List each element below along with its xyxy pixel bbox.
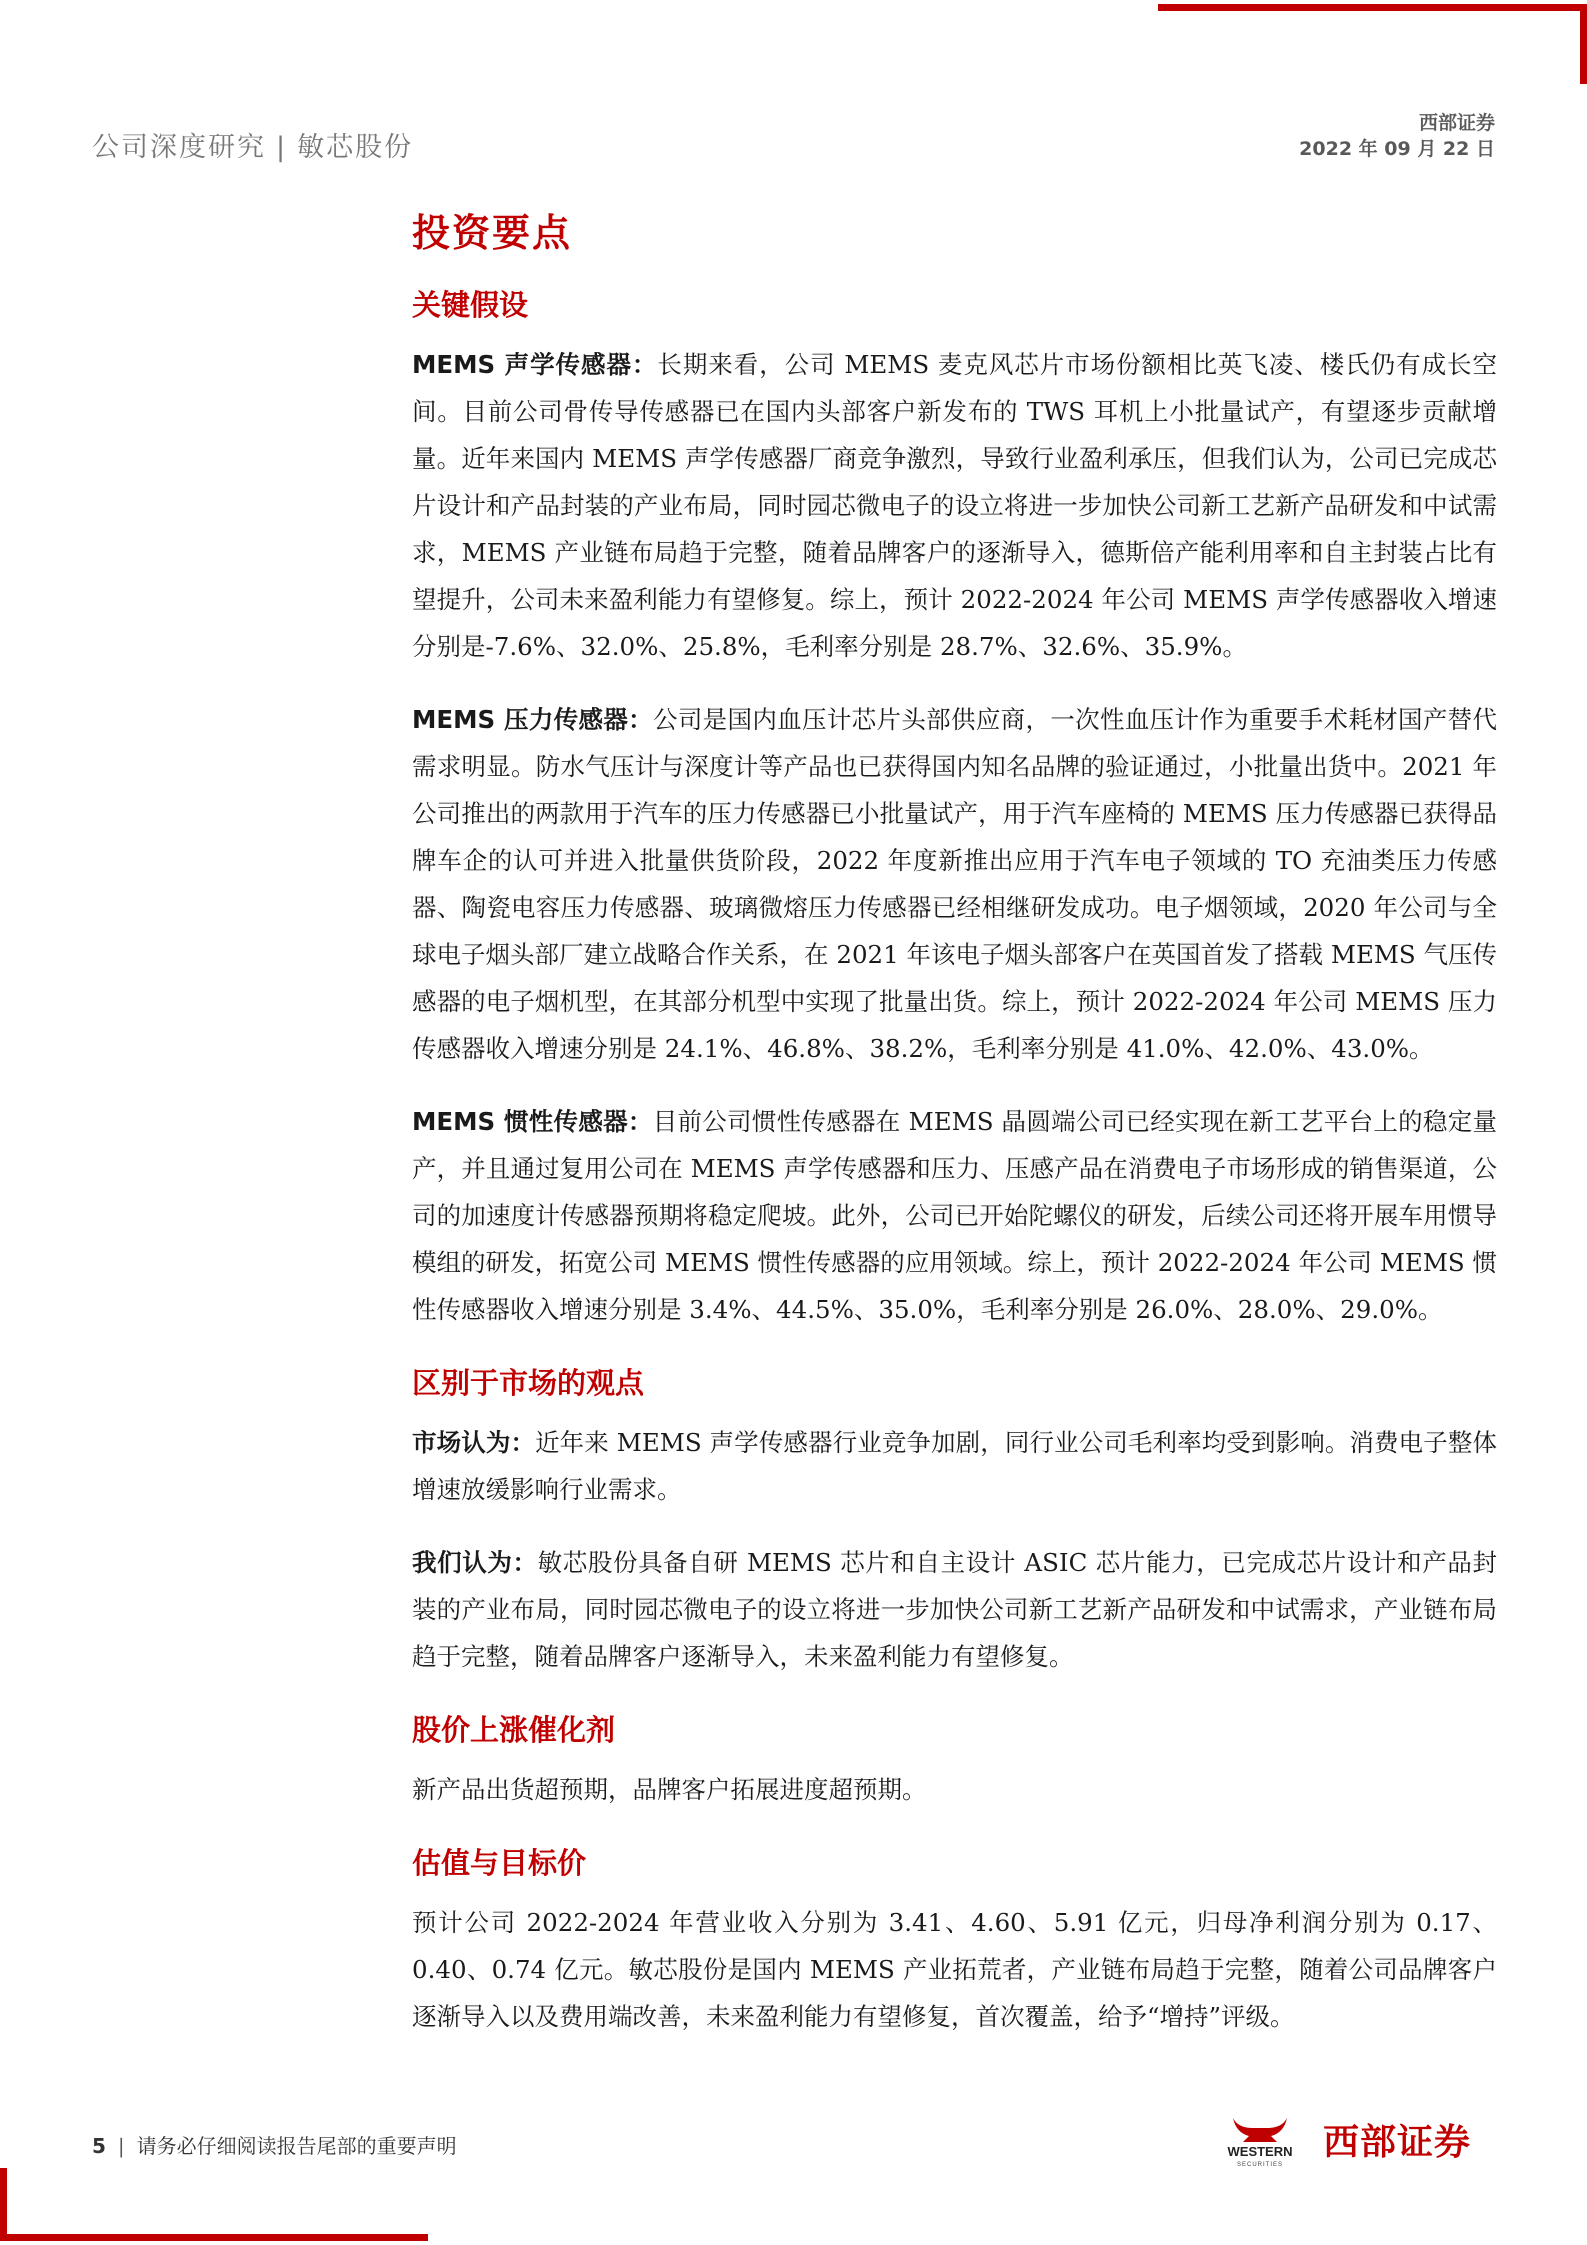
section-heading-key-assumptions: 关键假设 bbox=[412, 288, 529, 322]
footer-separator: | bbox=[117, 2134, 125, 2158]
header-separator: | bbox=[276, 132, 288, 163]
page-title: 投资要点 bbox=[412, 210, 573, 255]
paragraph-body: 目前公司惯性传感器在 MEMS 晶圆端公司已经实现在新工艺平台上的稳定量产，并且通过复用公司在 MEMS 声学传感器和压力、压感产品在消费电子市场形成的销售渠道，公司的加速度计传感器预期将稳定爬坡。此外，公司已开始陀螺仪的研发，后续公司还将开展车用惯导模组的研发，拓宽公司 MEMS 惯性传感器的应用领域。综上，预计 2022-2024 年公司 MEMS 惯性传感器收入增速分别是 3.4%、44.5%、35.0%，毛利率分别是 26.0%、28.0%、29.0%。 bbox=[412, 1107, 1497, 1324]
page-footer bbox=[92, 2130, 457, 2159]
corner-bracket-bottom-left-vertical bbox=[0, 2168, 7, 2241]
section-heading-differentiated-view: 区别于市场的观点 bbox=[412, 1366, 645, 1400]
bull-logo-icon bbox=[1215, 2112, 1305, 2168]
paragraph-lead: 市场认为： bbox=[412, 1428, 536, 1457]
paragraph-valuation: 预计公司 2022-2024 年营业收入分别为 3.41、4.60、5.91 亿元，归母净利润分别为 0.17、0.40、0.74 亿元。敏芯股份是国内 MEMS 产业拓荒者，产业链布局趋于完整，随着公司品牌客户逐渐导入以及费用端改善，未来盈利能力有望修复，首次覆盖，给予“增持”评级。 bbox=[412, 1908, 1497, 2031]
paragraph-market-view bbox=[412, 1419, 1497, 1513]
paragraph-lead: MEMS 声学传感器： bbox=[412, 350, 658, 379]
paragraph-lead: MEMS 惯性传感器： bbox=[412, 1107, 653, 1136]
brand-logo bbox=[1215, 2112, 1515, 2172]
section-heading-valuation: 估值与目标价 bbox=[412, 1846, 587, 1880]
header-meta bbox=[1299, 110, 1495, 162]
corner-bracket-bottom-left-horizontal bbox=[0, 2234, 428, 2241]
page-number: 5 bbox=[92, 2134, 106, 2158]
company-name: 敏芯股份 bbox=[297, 132, 414, 163]
main-content bbox=[412, 205, 1497, 2066]
paragraph-body: 近年来 MEMS 声学传感器行业竞争加剧，同行业公司毛利率均受到影响。消费电子整体增速放缓影响行业需求。 bbox=[412, 1428, 1497, 1504]
paragraph-catalysts: 新产品出货超预期，品牌客户拓展进度超预期。 bbox=[412, 1775, 927, 1804]
corner-bracket-top-right-horizontal bbox=[1158, 4, 1587, 11]
running-header bbox=[92, 125, 413, 164]
paragraph-body: 敏芯股份具备自研 MEMS 芯片和自主设计 ASIC 芯片能力，已完成芯片设计和产品封装的产业布局，同时园芯微电子的设立将进一步加快公司新工艺新产品研发和中试需求，产业链布局趋于完整，随着品牌客户逐渐导入，未来盈利能力有望修复。 bbox=[412, 1548, 1498, 1671]
paragraph-inertial-sensor bbox=[412, 1098, 1497, 1333]
paragraph-lead: MEMS 压力传感器： bbox=[412, 705, 654, 734]
report-type: 公司深度研究 bbox=[92, 132, 266, 163]
corner-bracket-top-right-vertical bbox=[1580, 4, 1587, 84]
footer-disclaimer: 请务必仔细阅读报告尾部的重要声明 bbox=[136, 2134, 457, 2158]
logo-subtext: SECURITIES bbox=[1236, 2162, 1284, 2168]
paragraph-lead: 我们认为： bbox=[412, 1548, 538, 1577]
report-date: 2022 年 09 月 22 日 bbox=[1299, 138, 1495, 160]
paragraph-pressure-sensor bbox=[412, 696, 1497, 1072]
logo-text: WESTERN bbox=[1227, 2144, 1293, 2159]
paragraph-body: 公司是国内血压计芯片头部供应商，一次性血压计作为重要手术耗材国产替代需求明显。防水气压计与深度计等产品也已获得国内知名品牌的验证通过，小批量出货中。2021 年公司推出的两款用于汽车的压力传感器已小批量试产，用于汽车座椅的 MEMS 压力传感器已获得品牌车企的认可并进入批量供货阶段，2022 年度新推出应用于汽车电子领域的 TO 充油类压力传感器、陶瓷电容压力传感器、玻璃微熔压力传感器已经相继研发成功。电子烟领域，2020 年公司与全球电子烟头部厂建立战略合作关系，在 2021 年该电子烟头部客户在英国首发了搭载 MEMS 气压传感器的电子烟机型，在其部分机型中实现了批量出货。综上，预计 2022-2024 年公司 MEMS 压力传感器收入增速分别是 24.1%、46.8%、38.2%，毛利率分别是 41.0%、42.0%、43.0%。 bbox=[412, 705, 1498, 1063]
paragraph-body: 长期来看，公司 MEMS 麦克风芯片市场份额相比英飞凌、楼氏仍有成长空间。目前公司骨传导传感器已在国内头部客户新发布的 TWS 耳机上小批量试产，有望逐步贡献增量。近年来国内 MEMS 声学传感器厂商竞争激烈，导致行业盈利承压，但我们认为，公司已完成芯片设计和产品封装的产业布局，同时园芯微电子的设立将进一步加快公司新工艺新产品研发和中试需求，MEMS 产业链布局趋于完整，随着品牌客户的逐渐导入，德斯倍产能利用率和自主封装占比有望提升，公司未来盈利能力有望修复。综上，预计 2022-2024 年公司 MEMS 声学传感器收入增速分别是-7.6%、32.0%、25.8%，毛利率分别是 28.7%、32.6%、35.9%。 bbox=[412, 350, 1497, 661]
paragraph-our-view bbox=[412, 1539, 1497, 1680]
broker-name: 西部证券 bbox=[1418, 112, 1495, 134]
section-heading-catalysts: 股价上涨催化剂 bbox=[412, 1713, 616, 1747]
paragraph-acoustic-sensor bbox=[412, 341, 1497, 670]
brand-name: 西部证券 bbox=[1323, 2122, 1472, 2163]
